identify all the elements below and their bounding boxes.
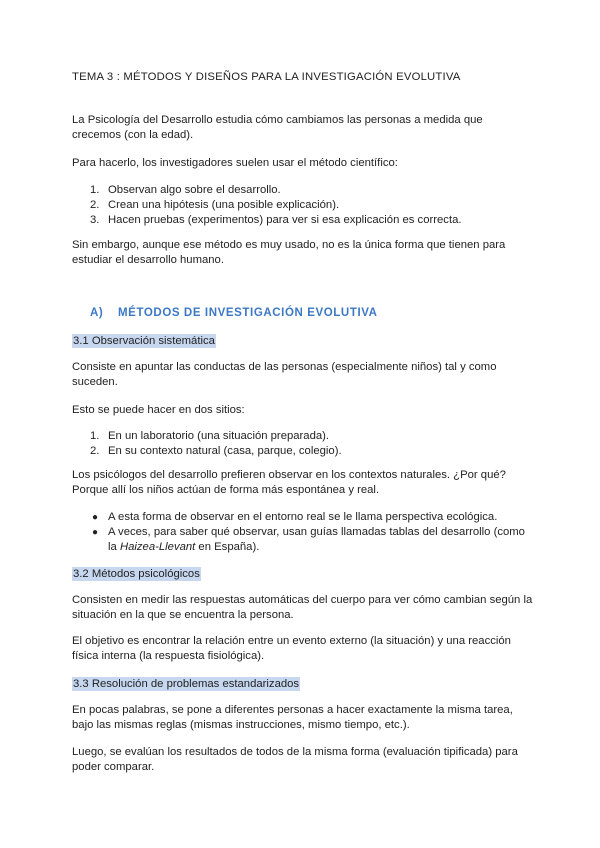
list-item: 2. Crean una hipótesis (una posible explicación). <box>90 199 340 211</box>
intro-paragraph: La Psicología del Desarrollo estudia cómo cambiamos las personas a medida que crecemos (con la edad). <box>72 114 483 141</box>
bullet-icon: ● <box>92 527 99 538</box>
subsection-3-1-heading: 3.1 Observación sistemática <box>73 335 215 347</box>
section-a-title: MÉTODOS DE INVESTIGACIÓN EVOLUTIVA <box>118 307 378 319</box>
observation-bullets <box>72 510 534 555</box>
psychological-methods-definition: Consisten en medir las respuestas automáticas del cuerpo para ver cómo cambian según la situación en la que se encuentra la persona. <box>72 594 533 621</box>
list-item: 1. En un laboratorio (una situación preparada). <box>90 430 330 442</box>
observation-places-list <box>72 429 534 459</box>
section-a-letter: A) <box>90 307 104 319</box>
list-item: 3. Hacen pruebas (experimentos) para ver si esa explicación es correcta. <box>90 214 462 226</box>
haizea-llevant-term: Haizea-Llevant <box>119 541 196 553</box>
list-item: ● A veces, para saber qué observar, usan guías llamadas tablas del desarrollo (como la Haizea-Llevant en España). <box>92 526 525 553</box>
page-title: TEMA 3 : MÉTODOS Y DISEÑOS PARA LA INVESTIGACIÓN EVOLUTIVA <box>72 71 461 83</box>
natural-context-paragraph: Los psicólogos del desarrollo prefieren observar en los contextos naturales. ¿Por qué? Porque allí los niños actúan de forma más espontánea y real. <box>72 469 506 496</box>
standardized-problems-definition: En pocas palabras, se pone a diferentes personas a hacer exactamente la misma tarea, bajo las mismas reglas (mismas instrucciones, mismo tiempo, etc.). <box>72 704 513 731</box>
section-a-heading <box>72 306 534 321</box>
list-item: 2. En su contexto natural (casa, parque, colegio). <box>90 445 342 457</box>
subsection-3-2-heading: 3.2 Métodos psicológicos <box>73 568 200 580</box>
bullet-icon: ● <box>92 512 99 523</box>
list-item: ● A esta forma de observar en el entorno real se le llama perspectiva ecológica. <box>92 511 498 523</box>
observation-places-intro: Esto se puede hacer en dos sitios: <box>72 404 245 416</box>
standardized-evaluation-paragraph: Luego, se evalúan los resultados de todos de la misma forma (evaluación tipificada) para poder comparar. <box>72 746 518 773</box>
intro-method-paragraph: Para hacerlo, los investigadores suelen usar el método científico: <box>72 157 398 169</box>
method-steps-list <box>72 183 534 228</box>
observation-definition: Consiste en apuntar las conductas de las personas (especialmente niños) tal y como suceden. <box>72 361 497 388</box>
psychological-methods-goal: El objetivo es encontrar la relación entre un evento externo (la situación) y una reacción física interna (la respuesta fisiológica). <box>72 635 511 662</box>
intro-closing-paragraph: Sin embargo, aunque ese método es muy usado, no es la única forma que tienen para estudiar el desarrollo humano. <box>72 239 506 266</box>
subsection-3-3-heading: 3.3 Resolución de problemas estandarizados <box>73 678 300 690</box>
list-item: 1. Observan algo sobre el desarrollo. <box>90 184 281 196</box>
